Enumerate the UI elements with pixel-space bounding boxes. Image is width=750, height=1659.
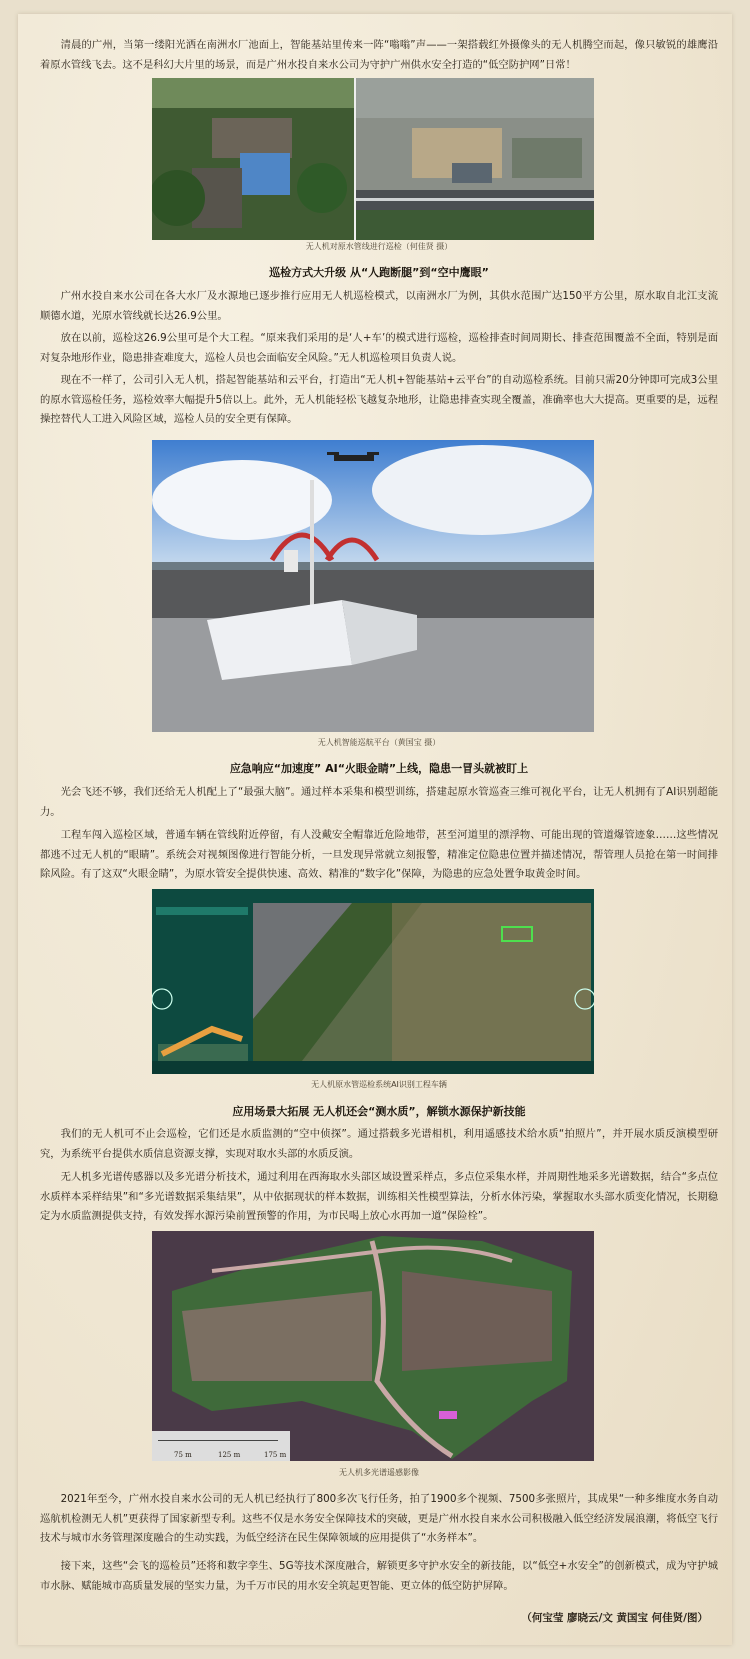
paragraph-9: 2021年至今，广州水投自来水公司的无人机已经执行了800多次飞行任务，拍了1900多个视频、7500多张照片，其成果“一种多维度水务自动巡航机检测无人机”更获得了国家新型专利。这些不仅是水务安全保障技术的突破，更是广州水投自来水公司积极融入低空经济发展浪潮，将低空飞行技术与城市水务管理深度融合的生动实践，为低空经济在民生保障领域的应用提供了“水务样本”。: [40, 1493, 718, 1544]
byline: （何宝莹 廖晓云/文 黄国宝 何佳贤/图）: [521, 1612, 708, 1624]
paragraph-3: 放在以前，巡检这26.9公里可是个大工程。“原来我们采用的是‘人+车’的模式进行巡检，巡检排查时间周期长、排查范围覆盖不全面，特别是面对复杂地形作业，隐患排查难度大，巡检人员也会面临安全风险。”无人机巡检项目负责人说。: [40, 332, 718, 364]
scale-label: 175 m: [264, 1451, 287, 1459]
caption-photo-3: 无人机原水管巡检系统AI识别工程车辆: [311, 1080, 447, 1089]
paragraph-intro: 清晨的广州，当第一缕阳光洒在南洲水厂池面上，智能基站里传来一阵“嗡嗡”声——一架搭载红外摄像头的无人机腾空而起，像只敏锐的雄鹰沿着原水管线飞去。这不是科幻大片里的场景，而是广州水投自来水公司为守护广州供水安全打造的“低空防护网”日常！: [40, 39, 718, 71]
caption-photo-2: 无人机智能巡航平台（黄国宝 摄）: [317, 738, 441, 747]
paragraph-5: 光会飞还不够，我们还给无人机配上了“最强大脑”。通过样本采集和模型训练，搭建起原水管巡查三维可视化平台，让无人机拥有了AI识别超能力。: [40, 786, 718, 818]
paragraph-7: 我们的无人机可不止会巡检，它们还是水质监测的“空中侦探”。通过搭载多光谱相机，利用遥感技术给水质“拍照片”，并开展水质反演模型研究，为系统平台提供水质信息资源支撑，实现对取水头部的水质反演。: [40, 1128, 718, 1160]
section-heading-3: 应用场景大拓展 无人机还会“测水质”，解锁水源保护新技能: [232, 1105, 526, 1118]
scale-label: 75 m: [174, 1451, 192, 1459]
section-heading-2: 应急响应“加速度” AI“火眼金睛”上线，隐患一冒头就被盯上: [229, 762, 529, 775]
screenshot-ai-inspection-system: [152, 889, 594, 1074]
scale-label: 125 m: [218, 1451, 241, 1459]
paragraph-8: 无人机多光谱传感器以及多光谱分析技术，通过利用在西海取水头部区域设置采样点，多点位采集水样，并周期性地采多光谱数据，结合“多点位水质样本采样结果”和“多光谱数据采集结果”，从中依据现状的样本数据，训练相关性模型算法，分析水体污染，掌握取水头部水质变化情况，长期稳定为水质监测提供支持，有效发挥水源污染前置预警的作用，为市民喝上放心水再加一道“保险栓”。: [40, 1171, 718, 1222]
caption-photo-4: 无人机多光谱遥感影像: [339, 1468, 419, 1477]
paragraph-10: 接下来，这些“会飞的巡检员”还将和数字孪生、5G等技术深度融合，解锁更多守护水安全的新技能，以“低空+水安全”的创新模式，成为守护城市水脉、赋能城市高质量发展的坚实力量，为千万市民的用水安全筑起更智能、更立体的低空防护屏障。: [40, 1560, 718, 1592]
map-scale-bar: [152, 1431, 290, 1461]
section-heading-1: 巡检方式大升级 从“人跑断腿”到“空中鹰眼”: [269, 266, 489, 279]
paragraph-6: 工程车闯入巡检区域，普通车辆在管线附近停留，有人没戴安全帽靠近危险地带，甚至河道里的漂浮物、可能出现的管道爆管迹象……这些情况都逃不过无人机的“眼睛”。系统会对视频图像进行智能分析，一旦发现异常就立刻报警，精准定位隐患位置并描述情况，帮管理人员抢在第一时间排除风险。有了这双“火眼金睛”，为原水管安全提供快速、高效、精准的“数字化”保障，为隐患的应急处置争取黄金时间。: [40, 829, 718, 880]
photo-drone-pipeline-inspection: [152, 78, 594, 240]
paragraph-2: 广州水投自来水公司在各大水厂及水源地已逐步推行应用无人机巡检模式，以南洲水厂为例，其供水范围广达150平方公里，原水取自北江支流顺德水道，光原水管线就长达26.9公里。: [40, 290, 718, 322]
image-multispectral-remote-sensing: [152, 1231, 594, 1461]
caption-photo-1: 无人机对原水管线进行巡检（何佳贤 摄）: [305, 242, 453, 251]
paragraph-4: 现在不一样了，公司引入无人机，搭起智能基站和云平台，打造出“无人机+智能基站+云平台”的自动巡检系统。目前只需20分钟即可完成3公里的原水管巡检任务，巡检效率大幅提升5倍以上。此外，无人机能轻松飞越复杂地形，让隐患排查实现全覆盖，准确率也大大提高。更重要的是，远程操控替代人工进入风险区域，巡检人员的安全更有保障。: [40, 374, 718, 425]
photo-drone-smart-platform: [152, 440, 594, 732]
